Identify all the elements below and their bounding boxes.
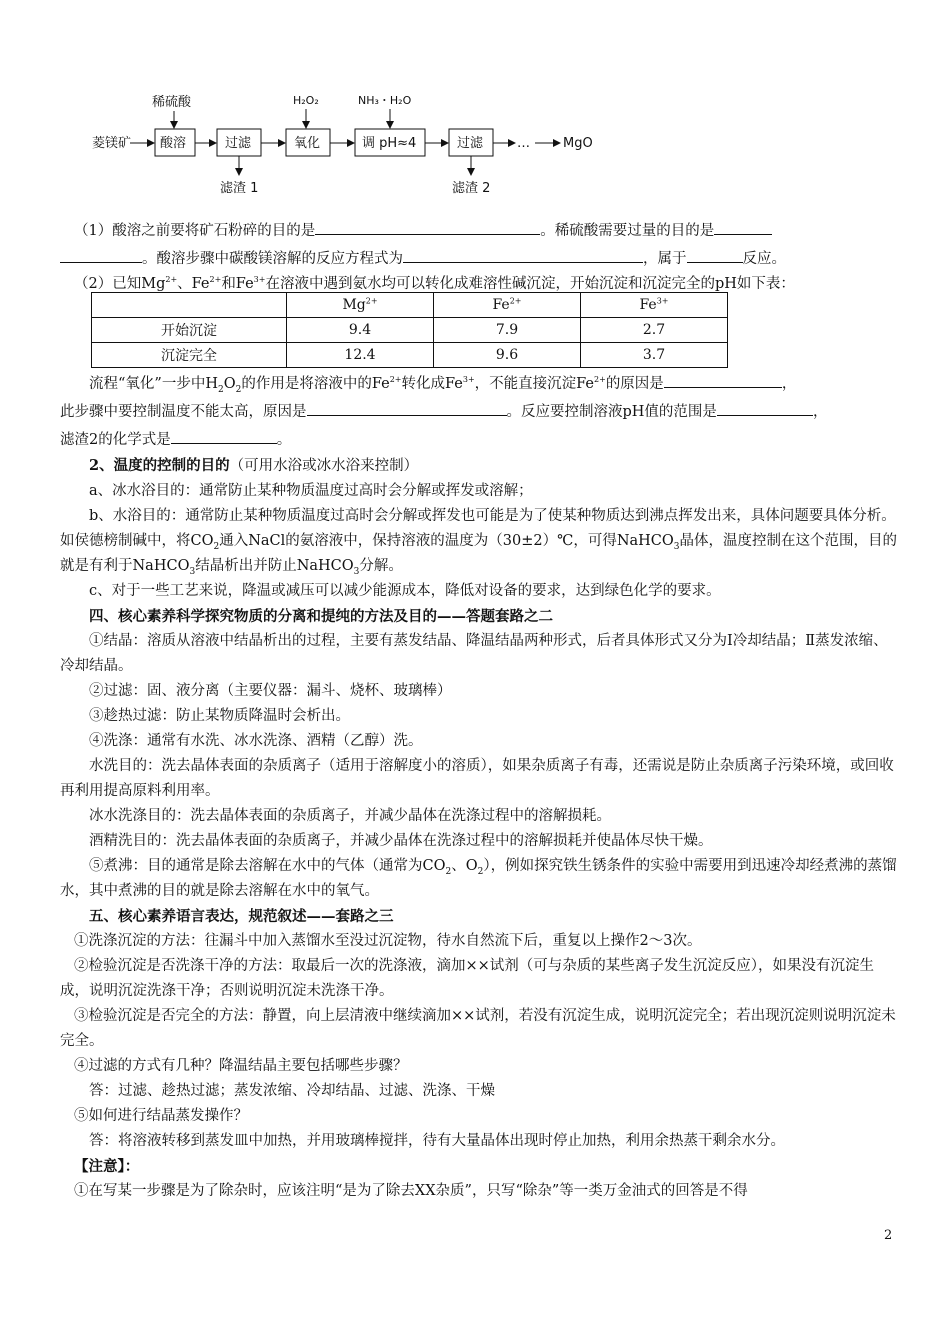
answer-blank[interactable] <box>714 216 772 235</box>
question-1: （1）酸溶之前要将矿石粉碎的目的是 。稀硫酸需要过量的目的是 。酸溶步骤中碳酸镁溶解的反应方程式为 ，属于 反应。 <box>60 216 898 272</box>
ph-table <box>91 292 728 368</box>
answer-blank[interactable] <box>664 369 782 388</box>
question-block <box>60 216 898 297</box>
question-2: （2）已知$Mg^{2+}$、$Fe^{2+}$和$Fe^{3+}$在溶液中遇到氨水均可以转化成难溶性碱沉淀，开始沉淀和沉淀完全的pH如下表： <box>74 275 795 292</box>
table-row <box>92 318 728 343</box>
section-2-c: c、对于一些工艺来说，降温或减压可以减少能源成本，降低对设备的要求，达到绿色化学的要求。 <box>89 583 721 599</box>
section-2-heading: 2、温度的控制的目的（可用水浴或冰水浴来控制） <box>89 457 419 474</box>
table-cell: 9.6 <box>434 343 581 368</box>
table-corner <box>92 293 287 318</box>
section-4-item: ①结晶：溶质从溶液中结晶析出的过程，主要有蒸发结晶、降温结晶两种形式，后者具体形式又分为Ⅰ冷却结晶；Ⅱ蒸发浓缩、冷却结晶。 <box>60 633 888 674</box>
flow-reagent-3: NH₃・H₂O <box>358 94 412 107</box>
flow-residue-1: 滤渣 1 <box>220 181 259 196</box>
table-cell: 3.7 <box>581 343 728 368</box>
section-5-answer: 答：将溶液转移到蒸发皿中加热，并用玻璃棒搅拌，待有大量晶体出现时停止加热，利用余热蒸干剩余水分。 <box>89 1133 785 1149</box>
table-cell: 12.4 <box>287 343 434 368</box>
section-4-heading: 四、核心素养科学探究物质的分离和提纯的方法及目的——答题套路之二 <box>89 608 553 625</box>
table-header: $Fe^{2+}$ <box>434 293 581 318</box>
section-5-answer: 答：过滤、趁热过滤；蒸发浓缩、冷却结晶、过滤、洗涤、干燥 <box>89 1083 495 1099</box>
table-header: $Mg^{2+}$ <box>287 293 434 318</box>
section-4-item: ⑤煮沸：目的通常是除去溶解在水中的气体（通常为$CO_2$、$O_2$），例如探究铁生锈条件的实验中需要用到迅速冷却经煮沸的蒸馏水，其中煮沸的目的就是除去溶解在水中的氧气。 <box>60 858 897 899</box>
row-label: 沉淀完全 <box>92 343 287 368</box>
answer-blank[interactable] <box>171 425 277 444</box>
answer-blank[interactable] <box>307 397 507 416</box>
section-2-a: a、冰水浴目的：通常防止某种物质温度过高时会分解或挥发或溶解； <box>89 483 533 499</box>
section-4-item: ③趁热过滤：防止某物质降温时会析出。 <box>89 708 350 724</box>
table-cell: 2.7 <box>581 318 728 343</box>
wash-purpose: 酒精洗目的：洗去晶体表面的杂质离子，并减少晶体在洗涤过程中的溶解损耗并使晶体尽快干燥。 <box>89 833 713 849</box>
flow-reagent-2: H₂O₂ <box>293 94 319 107</box>
section-5-heading: 五、核心素养语言表达，规范叙述——套路之三 <box>89 908 394 925</box>
section-5-item: ④过滤的方式有几种？降温结晶主要包括哪些步骤？ <box>74 1058 408 1074</box>
main-text <box>60 369 898 1204</box>
note-item: ①在写某一步骤是为了除杂时，应该注明“是为了除去XX杂质”，只写“除杂”等一类万金油式的回答是不得 <box>74 1183 748 1199</box>
answer-blank[interactable] <box>717 397 813 416</box>
table-row <box>92 343 728 368</box>
row-label: 开始沉淀 <box>92 318 287 343</box>
flow-step-2: 过滤 <box>225 136 252 151</box>
section-4-item: ④洗涤：通常有水洗、冰水洗涤、酒精（乙醇）洗。 <box>89 733 423 749</box>
section-5-item: ⑤如何进行结晶蒸发操作？ <box>74 1108 248 1124</box>
wash-purpose: 冰水洗涤目的：洗去晶体表面的杂质离子，并减少晶体在洗涤过程中的溶解损耗。 <box>89 808 611 824</box>
flow-end: MgO <box>563 136 593 151</box>
answer-blank[interactable] <box>315 216 540 235</box>
section-2-b: b、水浴目的：通常防止某种物质温度过高时会分解或挥发也可能是为了使某种物质达到沸点挥发出来，具体问题要具体分析。如侯德榜制碱中，将$CO_2$通入NaCl的氨溶液中，保持溶液的温度为（30±2）℃，可得NaHCO$_3$晶体，温度控制在这个范围，目的就是有利于NaHCO$_3$结晶析出并防止NaHCO$_3$分解。 <box>60 508 898 577</box>
flow-residue-2: 滤渣 2 <box>452 181 491 196</box>
flow-reagent-1: 稀硫酸 <box>152 95 192 110</box>
table-header: $Fe^{3+}$ <box>581 293 728 318</box>
page-number: 2 <box>884 1228 893 1243</box>
flow-start: 菱镁矿 <box>92 136 132 151</box>
flow-dots: … <box>517 136 530 151</box>
answer-blank[interactable] <box>60 244 142 263</box>
note-heading: 【注意】： <box>74 1158 140 1175</box>
oxidation-question: 流程“氧化”一步中$H_2O_2$的作用是将溶液中的$Fe^{2+}$转化成$Fe^{3+}$，不能直接沉淀$Fe^{2+}$的原因是 ， 此步骤中要控制温度不能太高，原因是 。反应要控制溶液pH值的范围是 ， 滤渣2的化学式是 。 <box>60 369 898 453</box>
process-flowchart <box>0 0 950 200</box>
section-4-item: ②过滤：固、液分离（主要仪器：漏斗、烧杯、玻璃棒） <box>89 683 452 699</box>
table-cell: 7.9 <box>434 318 581 343</box>
flow-step-5: 过滤 <box>457 136 484 151</box>
section-5-item: ③检验沉淀是否完全的方法：静置，向上层清液中继续滴加××试剂，若没有沉淀生成，说明沉淀完全；若出现沉淀则说明沉淀未完全。 <box>60 1008 896 1049</box>
wash-purpose: 水洗目的：洗去晶体表面的杂质离子（适用于溶解度小的溶质），如果杂质离子有毒，还需说是防止杂质离子污染环境，或回收再利用提高原料利用率。 <box>60 758 894 799</box>
answer-blank[interactable] <box>687 244 743 263</box>
flow-step-1: 酸溶 <box>160 136 187 151</box>
table-header-row <box>92 293 728 318</box>
flow-step-3: 氧化 <box>294 136 321 151</box>
section-5-item: ②检验沉淀是否洗涤干净的方法：取最后一次的洗涤液，滴加××试剂（可与杂质的某些离子发生沉淀反应），如果没有沉淀生成，说明沉淀洗涤干净；否则说明沉淀未洗涤干净。 <box>60 958 875 999</box>
answer-blank[interactable] <box>403 244 643 263</box>
flow-step-4: 调 pH≈4 <box>362 136 417 151</box>
table-cell: 9.4 <box>287 318 434 343</box>
section-5-item: ①洗涤沉淀的方法：往漏斗中加入蒸馏水至没过沉淀物，待水自然流下后，重复以上操作2～3次。 <box>74 933 702 949</box>
